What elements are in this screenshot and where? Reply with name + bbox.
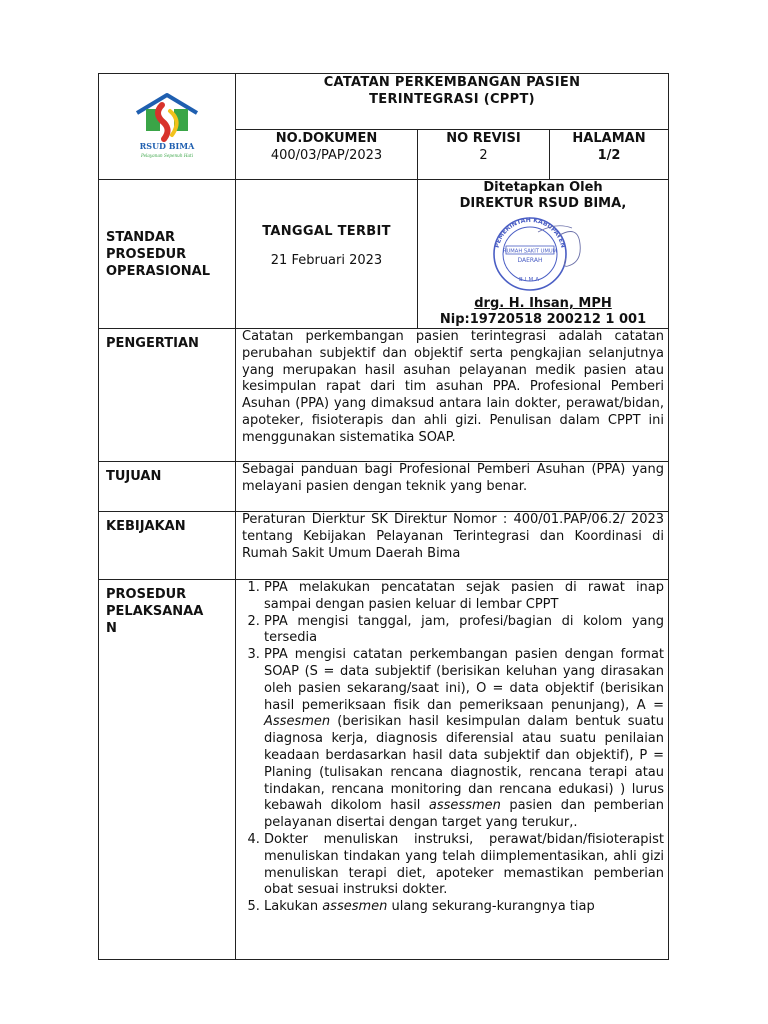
logo-text: RSUD BIMA [139,140,195,151]
title-line-1: CATATAN PERKEMBANGAN PASIEN [323,75,581,90]
sop-label-cell [99,180,236,329]
direktur-title: DIREKTUR RSUD BIMA, [459,196,627,211]
stamp-outer-text: PEMERINTAH KABUPATEN [493,216,567,249]
stamp-inner-text-1: RUMAH SAKIT UMUM [502,248,558,255]
sop-label-line-2: PROSEDUR [106,246,187,262]
halaman-value: 1/2 [597,148,621,163]
approval-cell [418,180,669,329]
no-revisi-value: 2 [479,148,488,163]
tujuan-label: TUJUAN [106,469,162,484]
step-3-part-b: (berisikan hasil kesimpulan dalam bentuk suatu diagnosa kerja, diagnosis diferensial atau suatu penilaian keadaan berdasarkan hasil data subjektif dan objektif), P = Planing (tulisakan rencana diagnostik, rencana terapi atau tindakan, rencana monitoring dan rencana edukasi) ) lurus kebawah dikolom hasil [264,714,665,814]
step-5 [264,899,664,916]
pengertian-label-cell [99,329,236,462]
tanggal-terbit-label: TANGGAL TERBIT [262,224,391,239]
rsud-bima-logo-icon [132,91,202,159]
pengertian-text: Catatan perkembangan pasien terintegrasi adalah catatan perubahan subjektif dan objektif serta pengkajian selanjutnya yang merupakan hasil asuhan pelayanan medik pasien atau kesimpulan rapat dari tim asuhan PPA. Profesional Pemberi Asuhan (PPA) yang dimaksud antara lain dokter, perawat/bidan, apoteker, fisioterapis dan ahli gizi. Penulisan dalam CPPT ini menggunakan sistematika SOAP. [236,329,669,462]
tujuan-text: Sebagai panduan bagi Profesional Pemberi Asuhan (PPA) yang melayani pasien dengan teknik yang benar. [236,462,669,512]
signer-name: drg. H. Ihsan, MPH [474,296,612,311]
no-dokumen-cell [236,130,418,180]
sop-document [98,73,668,960]
halaman-cell [550,130,669,180]
kebijakan-text: Peraturan Dierktur SK Direktur Nomor : 400/01.PAP/06.2/ 2023 tentang Kebijakan Pelayanan Terintegrasi dan Koordinasi di Rumah Sakit Umum Daerah Bima [236,512,669,580]
logo-motto: Pelayanan Sepenuh Hati [140,152,194,158]
step-3-part-a: PPA mengisi catatan perkembangan pasien dengan format SOAP (S = data subjektif (berisikan keluhan yang dirasakan oleh pasien sekarang/saat ini), O = data objektif (berisikan hasil pemeriksaan fisik dan pemeriksaan penunjang), A = [264,647,665,713]
step-1: 1. PPA melakukan pencatatan sejak pasien di rawat inap sampai dengan pasien keluar di lembar CPPT [264,580,664,614]
no-revisi-cell [418,130,550,180]
title-line-2: TERINTEGRASI (CPPT) [369,92,535,107]
stamp-bottom-text: BIMA [519,277,541,283]
pengertian-label: PENGERTIAN [106,336,199,351]
prosedur-label-line-2: PELAKSANAA [106,604,204,619]
step-3 [264,647,664,832]
step-2: 2. PPA mengisi tanggal, jam, profesi/bagian di kolom yang tersedia [264,614,664,648]
no-dokumen-label: NO.DOKUMEN [275,131,378,146]
prosedur-steps-cell [236,580,669,960]
step-3-part-c: pasien dan pemberian pelayanan disertai dengan target yang terukur,. [264,798,664,831]
stamp-inner-text-2: DAERAH [517,257,543,264]
sop-table [98,73,669,960]
halaman-label: HALAMAN [572,131,646,146]
step-5-part-b: ulang sekurang-kurangnya tiap [387,899,595,915]
prosedur-label-line-3: N [106,621,117,636]
signer-nip: Nip:19720518 200212 1 001 [439,312,647,327]
tanggal-terbit-value: 21 Februari 2023 [270,253,383,268]
official-stamp-icon [468,214,618,294]
prosedur-label-cell [99,580,236,960]
step-5-italic: assesmen [322,899,388,915]
ditetapkan-oleh: Ditetapkan Oleh [483,180,603,195]
prosedur-steps [238,580,664,916]
step-5-part-a: Lakukan [264,899,323,915]
sop-label-line-3: OPERASIONAL [106,263,211,279]
kebijakan-label-cell [99,512,236,580]
document-title [236,74,669,130]
kebijakan-label: KEBIJAKAN [106,519,186,534]
tujuan-label-cell [99,462,236,512]
step-3-italic-1: Assesmen [264,714,331,730]
logo-cell [99,74,236,180]
no-revisi-label: NO REVISI [446,131,521,146]
prosedur-label-line-1: PROSEDUR [106,587,187,602]
step-4: 4. Dokter menuliskan instruksi, perawat/bidan/fisioterapist menuliskan tindakan yang telah diimplementasikan, ahli gizi menuliskan terapi diet, apoteker memastikan pemberian obat sesuai instruksi dokter. [264,832,664,899]
no-dokumen-value: 400/03/PAP/2023 [270,148,383,163]
tanggal-terbit-cell [236,180,418,329]
step-3-italic-2: assessmen [428,798,501,814]
sop-label-line-1: STANDAR [106,229,176,245]
